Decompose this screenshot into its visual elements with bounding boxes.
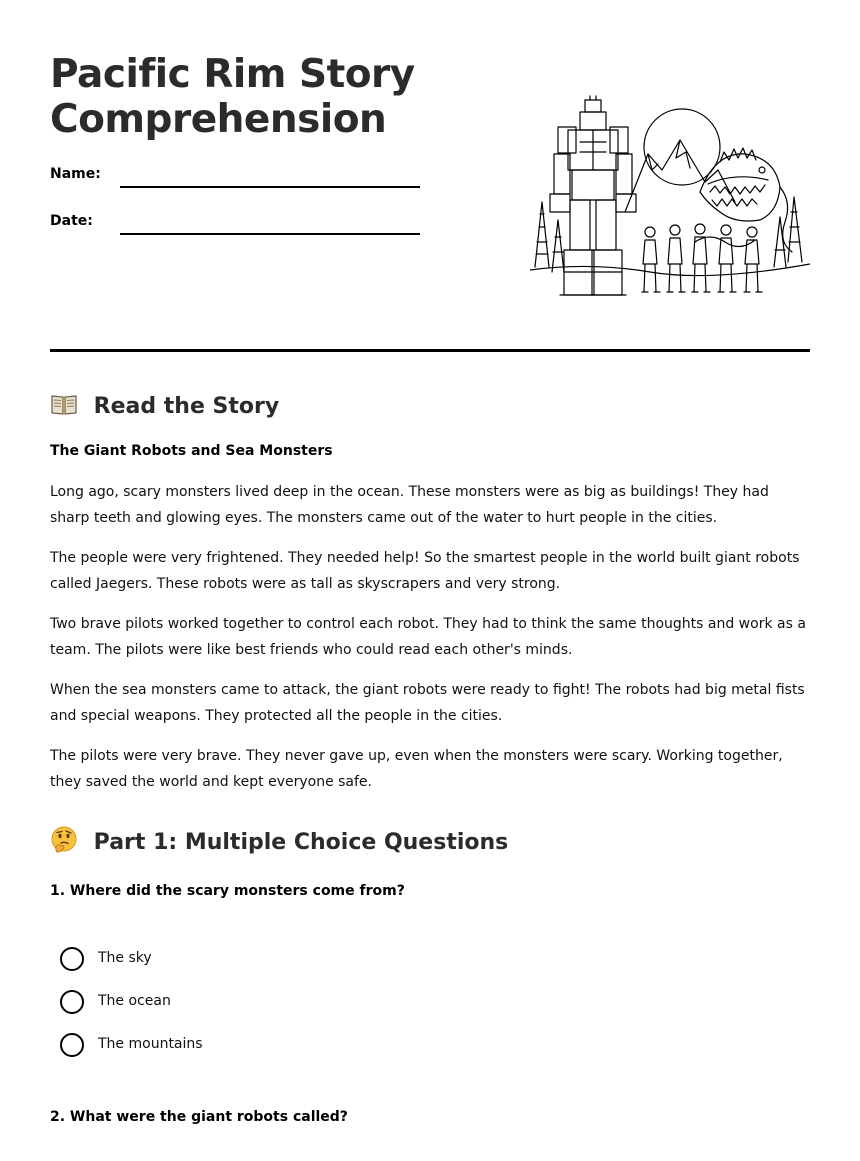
option-label: The ocean bbox=[98, 993, 171, 1009]
robot-and-sea-monster-illustration bbox=[530, 92, 810, 307]
name-label: Name: bbox=[50, 166, 101, 182]
question-1-options bbox=[60, 946, 360, 1075]
name-line[interactable] bbox=[120, 186, 420, 188]
radio-button[interactable] bbox=[60, 947, 84, 971]
story-paragraph: The pilots were very brave. They never gave up, even when the monsters were scary. Working together, they saved the world and kept everyone safe. bbox=[50, 748, 783, 790]
question-2: 2. What were the giant robots called? bbox=[50, 1109, 348, 1125]
radio-button[interactable] bbox=[60, 990, 84, 1014]
story-paragraph: The people were very frightened. They needed help! So the smartest people in the world built giant robots called Jaegers. These robots were as tall as skyscrapers and very strong. bbox=[50, 550, 800, 592]
option-the-sky[interactable] bbox=[60, 946, 360, 989]
page-title: Pacific Rim Story Comprehension bbox=[50, 52, 415, 142]
option-the-mountains[interactable] bbox=[60, 1032, 360, 1075]
question-1: 1. Where did the scary monsters come from? bbox=[50, 883, 405, 899]
header-divider bbox=[50, 349, 810, 352]
date-field[interactable] bbox=[50, 209, 420, 239]
name-field[interactable] bbox=[50, 162, 420, 192]
story-body bbox=[50, 480, 812, 810]
questions-heading-text: Part 1: Multiple Choice Questions bbox=[93, 830, 509, 855]
story-title: The Giant Robots and Sea Monsters bbox=[50, 443, 333, 459]
date-label: Date: bbox=[50, 213, 93, 229]
open-book-icon bbox=[50, 390, 78, 418]
option-label: The mountains bbox=[98, 1036, 203, 1052]
option-label: The sky bbox=[98, 950, 152, 966]
thinking-face-icon bbox=[50, 826, 78, 854]
radio-button[interactable] bbox=[60, 1033, 84, 1057]
option-the-ocean[interactable] bbox=[60, 989, 360, 1032]
date-line[interactable] bbox=[120, 233, 420, 235]
questions-section-heading bbox=[50, 826, 508, 857]
story-heading-text: Read the Story bbox=[93, 394, 280, 419]
story-paragraph: When the sea monsters came to attack, the giant robots were ready to fight! The robots had big metal fists and special weapons. They protected all the people in the cities. bbox=[50, 682, 805, 724]
story-section-heading bbox=[50, 390, 279, 421]
story-paragraph: Two brave pilots worked together to control each robot. They had to think the same thoughts and work as a team. The pilots were like best friends who could read each other's minds. bbox=[50, 616, 806, 658]
story-paragraph: Long ago, scary monsters lived deep in the ocean. These monsters were as big as buildings! They had sharp teeth and glowing eyes. The monsters came out of the water to hurt people in the cities. bbox=[50, 484, 769, 526]
